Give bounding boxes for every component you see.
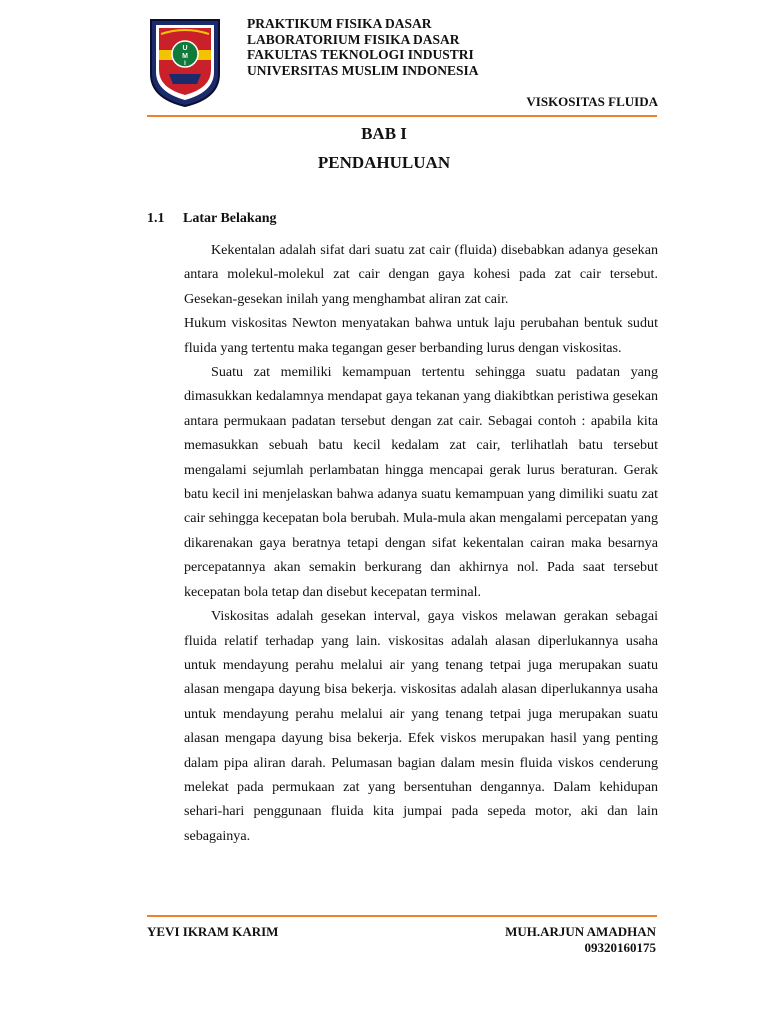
umi-crest-icon	[147, 14, 223, 108]
document-topic: VISKOSITAS FLUIDA	[526, 94, 658, 109]
header-line: FAKULTAS TEKNOLOGI INDUSTRI	[247, 47, 474, 62]
footer-author-right	[505, 924, 656, 956]
paragraph: Suatu zat memiliki kemampuan tertentu sehingga suatu padatan yang dimasukkan kedalamnya mendapat gaya tekanan yang diakibtkan peristiwa gesekan antara permukaan padatan tersebut dengan zat cair. Sebagai contoh : apabila kita memasukkan sebuah batu kecil kedalam zat cair, terlihatlah batu tersebut mengalami sejumlah perlambatan hingga mencapai gerak lurus beraturan. Gerak batu kecil ini menjelaskan bahwa adanya suatu kemampuan yang dimiliki suatu zat cair sehingga kecepatan bola berubah. Mula-mula akan mengalami percepatan yang dikarenakan gaya beratnya tetapi dengan sifat kekentalan cairan maka besarnya percepatannya akan semakin berkurang dan akhirnya nol. Pada saat tersebut kecepatan bola tetap dan disebut kecepatan terminal.	[184, 364, 658, 600]
body-text	[184, 238, 658, 848]
section-number: 1.1	[147, 211, 165, 226]
university-logo	[147, 14, 223, 108]
header-line: PRAKTIKUM FISIKA DASAR	[247, 16, 432, 31]
chapter-title: PENDAHULUAN	[317, 153, 451, 172]
header-line: LABORATORIUM FISIKA DASAR	[247, 31, 460, 47]
svg-text:U: U	[182, 45, 188, 52]
footer-divider	[147, 915, 657, 917]
footer-right-id: 09320160175	[584, 940, 656, 955]
header-line: UNIVERSITAS MUSLIM INDONESIA	[247, 62, 479, 78]
svg-text:M: M	[182, 53, 188, 60]
section-title: Latar Belakang	[183, 211, 277, 226]
section-heading	[147, 211, 276, 227]
header-divider	[147, 115, 657, 117]
paragraph: Viskositas adalah gesekan interval, gaya viskos melawan gerakan sebagai fluida relatif terhadap yang lain. viskositas adalah alasan diperlukannya usaha untuk mendayung perahu melalui air yang tenang tetpai juga merupakan suatu alasan mengapa dayung bisa bekerja. viskositas adalah alasan diperlukannya usaha untuk mendayung perahu melalui air yang tenang tetpai juga merupakan suatu alasan mengapa dayung bisa bekerja. Efek viskos merupakan hasil yang penting dalam pipa aliran darah. Pelumasan bagian dalam mesin fluida viskos cenderung melekat pada permukaan zat yang bersentuhan dengannya. Dalam kehidupan sehari-hari penggunaan fluida kita jumpai pada sepeda motor, aki dan lain sebagainya.	[184, 608, 658, 844]
svg-text:I: I	[184, 61, 186, 67]
paragraph: Kekentalan adalah sifat dari suatu zat cair (fluida) disebabkan adanya gesekan antara molekul-molekul zat cair dengan gaya kohesi pada zat cair tersebut. Gesekan-gesekan inilah yang menghambat aliran zat cair.	[184, 242, 658, 307]
footer-author-left: YEVI IKRAM KARIM	[147, 924, 279, 939]
chapter-number: BAB I	[361, 124, 407, 143]
institution-header	[247, 16, 479, 78]
paragraph: Hukum viskositas Newton menyatakan bahwa untuk laju perubahan bentuk sudut fluida yang tertentu maka tegangan geser berbanding lurus dengan viskositas.	[184, 315, 658, 356]
footer-right-name: MUH.ARJUN AMADHAN	[505, 924, 656, 939]
